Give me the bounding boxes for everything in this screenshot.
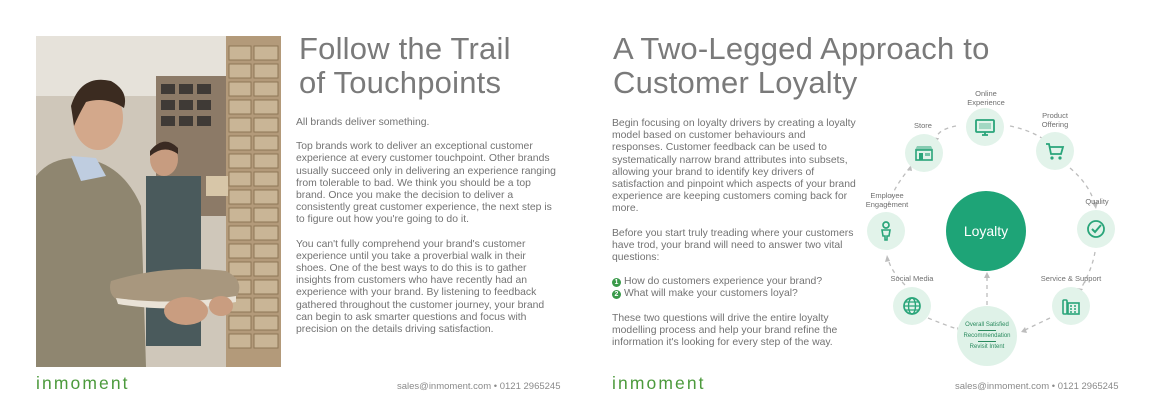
question-text: How do customers experience your brand? <box>624 276 823 288</box>
paragraph: Top brands work to deliver an exceptional customer experience at every customer touchpoint. Other brands usually succeed only in delivering an experience ranging from tolerable to bad. We think you should be a top brand. Once you make the decision to deliver a consistently great customer experience, the next step is to figure out how you're going to do it. <box>296 141 556 226</box>
number-badge: 2 <box>612 290 621 299</box>
paragraph: All brands deliver something. <box>296 117 430 128</box>
paragraph: Begin focusing on loyalty drivers by creating a loyalty model based on customer behaviours and responses. Customer feedback can be used to systematically narrow brand attributes into subsets, allowing your brand to identify key drivers of satisfaction and pinpoint which aspects of your brand experience are keeping customers coming back for more. <box>612 118 856 215</box>
divider <box>978 341 996 342</box>
online-experience-label: Online Experience <box>967 89 1005 107</box>
loyalty-center <box>946 191 1026 271</box>
question-text: What will make your customers loyal? <box>624 288 798 300</box>
loyalty-label: Loyalty <box>963 223 1009 239</box>
inmoment-logo: inmoment <box>36 373 130 393</box>
product-offering-label: Product Offering <box>1041 111 1069 129</box>
quality-node <box>1077 210 1115 248</box>
service-support-node <box>1052 287 1090 325</box>
social-media-label: Social Media <box>890 274 934 283</box>
globe-icon <box>900 294 924 318</box>
divider <box>978 330 996 331</box>
telephone-icon <box>1059 294 1083 318</box>
inmoment-logo: inmoment <box>612 373 706 393</box>
paragraph: These two questions will drive the entire loyalty modelling process and help your brand refine the information it's looking for every step of the way. <box>612 312 838 349</box>
paragraph: You can't fully comprehend your brand's customer experience until you take a proverbial walk in their shoes. One of the best ways to do this is to gather insights from customers who have recently had an experience with your brand. By listening to feedback gathered throughout the customer journey, your brand can begin to ask smarter questions and focus with precision on the details driving satisfaction. <box>296 238 545 336</box>
number-badge: 1 <box>612 278 621 287</box>
product-offering-node <box>1036 132 1074 170</box>
overall-satisfied-label: Overall Satisfied <box>965 322 1009 328</box>
contact-info: sales@inmoment.com • 0121 2965245 <box>955 381 1119 392</box>
title-line-1: Follow the Trail <box>299 31 511 66</box>
storefront-icon <box>912 141 936 165</box>
check-circle-icon <box>1084 217 1108 241</box>
paragraph: Before you start truly treading where your customers have trod, your brand will need to answer two vital questions: <box>612 227 854 264</box>
loyalty-outcomes <box>957 306 1017 366</box>
employee-engagement-node <box>867 212 905 250</box>
employee-engagement-label: Employee Engagement <box>865 191 909 209</box>
store-node <box>905 134 943 172</box>
store-label: Store <box>914 121 932 130</box>
title-line-1: A Two-Legged Approach to <box>613 31 990 66</box>
service-support-label: Service & Support <box>1040 274 1102 283</box>
social-media-node <box>893 287 931 325</box>
online-experience-node <box>966 108 1004 146</box>
contact-info: sales@inmoment.com • 0121 2965245 <box>397 381 561 392</box>
recommendation-label: Recommendation <box>963 333 1011 339</box>
title-line-2: of Touchpoints <box>299 65 502 100</box>
quality-label: Quality <box>1085 197 1109 206</box>
title-line-2: Customer Loyalty <box>613 65 858 100</box>
person-icon <box>874 219 898 243</box>
shopping-cart-icon <box>1043 139 1067 163</box>
monitor-icon <box>973 115 997 139</box>
revisit-intent-label: Revisit Intent <box>969 344 1005 350</box>
